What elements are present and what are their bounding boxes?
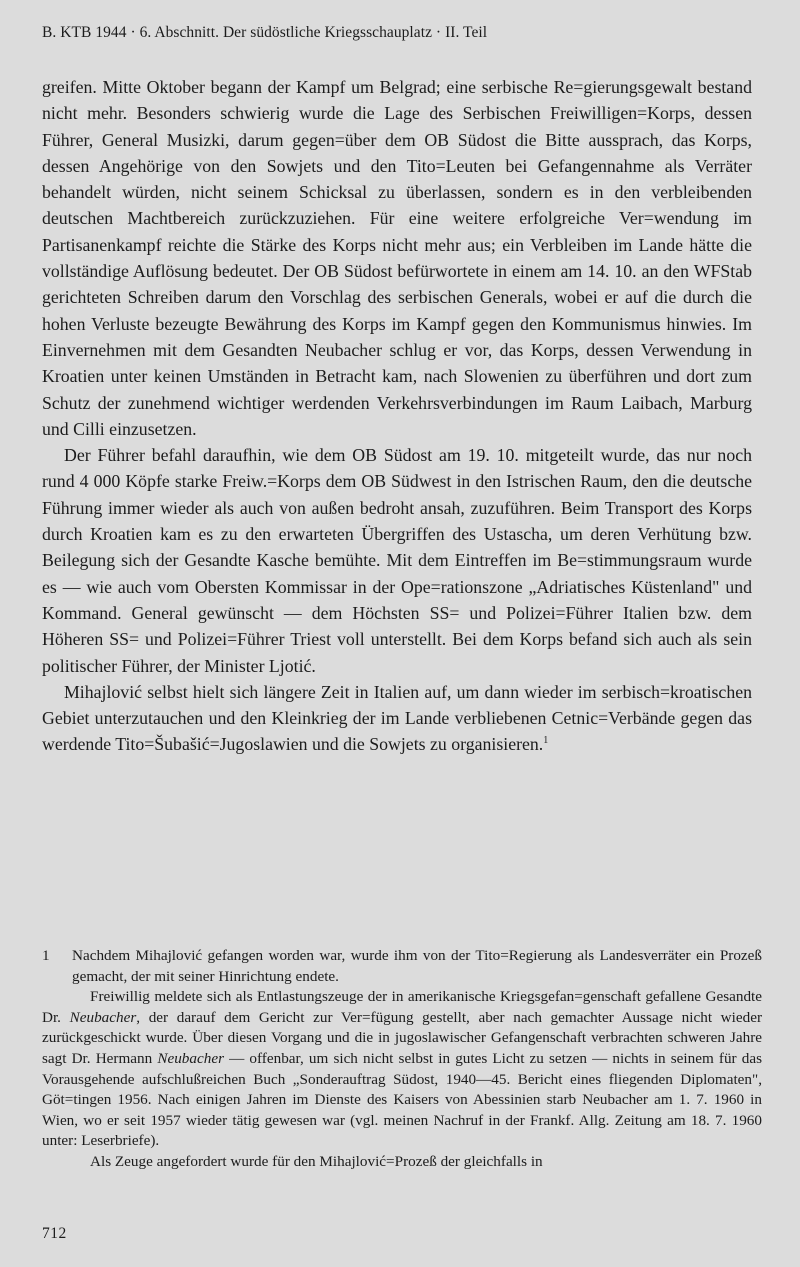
footnote-italic-name: Neubacher <box>69 1008 137 1026</box>
footnotes <box>42 946 762 1173</box>
running-head: B. KTB 1944 · 6. Abschnitt. Der südöstliche Kriegsschauplatz · II. Teil <box>42 24 488 41</box>
footnote-italic-name: Neubacher <box>157 1049 224 1067</box>
main-text <box>42 74 752 758</box>
paragraph-3-text: Mihajlović selbst hielt sich längere Zeit in Italien auf, um dann wieder im serbisch=kroatischen Gebiet unterzutauchen und den Kleinkrieg der im Lande verbliebenen Cetnic=Verbände gegen das werdende Tito=Šubašić=Jugoslawien und die Sowjets zu organisieren. <box>42 681 752 755</box>
footnote-text-segment: , der darauf dem Gericht zur Ver=fügung gestellt, aber nach gemachter Aussage nicht wieder zurückgeschickt wurde. Über diesen Vorgang und die in jugoslawischer Gefangenschaft verbrachten schweren Jahre sagt Dr. Hermann <box>42 1008 763 1067</box>
paragraph-3 <box>42 679 752 758</box>
footnote-text-segment: — offenbar, um sich nicht selbst in gutes Licht zu setzen — nichts in seinem für das Vorausgehende aufschlußreichen Buch „Sonderauftrag Südost, 1940—45. Bericht eines fliegenden Diplomaten", Göt=tingen 1956. Nach einigen Jahren im Dienste des Kaisers von Abessinien starb Neubacher am 1. 7. 1960 in Wien, wo er seit 1957 wieder tätig gewesen war (vgl. meinen Nachruf in der Frankf. Allg. Zeitung am 18. 7. 1960 unter: Leserbriefe). <box>42 1049 762 1150</box>
footnote-1 <box>42 946 762 987</box>
footnote-first-paragraph: Nachdem Mihajlović gefangen worden war, wurde ihm von der Tito=Regierung als Landesverräter ein Prozeß gemacht, der mit seiner Hinrichtung endete. <box>72 947 762 985</box>
paragraph-2: Der Führer befahl daraufhin, wie dem OB Südost am 19. 10. mitgeteilt wurde, das nur noch rund 4 000 Köpfe starke Freiw.=Korps dem OB Südwest in den Istrischen Raum, den die deutsche Führung immer wieder als auch von außen bedroht ansah, zuzuführen. Beim Transport des Korps durch Kroatien kam es zu den erwarteten Übergriffen des Ustascha, um deren Verhütung bzw. Beilegung sich der Gesandte Kasche bemühte. Mit dem Eintreffen im Be=stimmungsraum wurde es — wie auch vom Obersten Kommissar in der Ope=rationszone „Adriatisches Küstenland" und Kommand. General gewünscht — dem Höchsten SS= und Polizei=Führer Italien bzw. dem Höheren SS= und Polizei=Führer Triest voll unterstellt. Bei dem Korps befand sich auch als sein politischer Führer, der Minister Ljotić. <box>42 445 752 676</box>
footnote-text-segment: Freiwillig meldete sich als Entlastungszeuge der in amerikanische Kriegsgefan=genschaft gefallene Gesandte Dr. <box>42 988 762 1026</box>
footnote-third-paragraph: Als Zeuge angefordert wurde für den Mihajlović=Prozeß der gleichfalls in <box>90 1152 543 1170</box>
footnote-reference: 1 <box>543 735 549 747</box>
footnote-number: 1 <box>42 947 50 964</box>
footnote-second-paragraph <box>42 987 762 1152</box>
page-number: 712 <box>42 1225 67 1242</box>
paragraph-1: greifen. Mitte Oktober begann der Kampf um Belgrad; eine serbische Re=gierungsgewalt bestand nicht mehr. Besonders schwierig wurde die Lage des Serbischen Freiwilligen=Korps, dessen Führer, General Musizki, darum gegen=über dem OB Südost die Bitte aussprach, das Korps, dessen Angehörige von den Sowjets und den Tito=Leuten bei Gefangennahme als Verräter behandelt würden, nicht seinem Schicksal zu überlassen, sondern es in den verbleibenden deutschen Machtbereich zurückzuziehen. Für eine weitere erfolgreiche Ver=wendung im Partisanenkampf reichte die Stärke des Korps nicht mehr aus; ein Verbleiben im Lande hätte die vollständige Auflösung bedeutet. Der OB Südost befürwortete in einem am 14. 10. an den WFStab gerichteten Schreiben darum den Vorschlag des serbischen Generals, wobei er auf die durch die hohen Verluste bezeugte Bewährung des Korps im Kampf gegen den Kommunismus hinwies. Im Einvernehmen mit dem Gesandten Neubacher schlug er vor, das Korps, dessen Verwendung in Kroatien unter keinen Umständen in Betracht kam, nach Slowenien zu überführen und dort zum Schutz der zunehmend wichtiger werdenden Verkehrsverbindungen im Raum Laibach, Marburg und Cilli einzusetzen. <box>42 77 752 439</box>
